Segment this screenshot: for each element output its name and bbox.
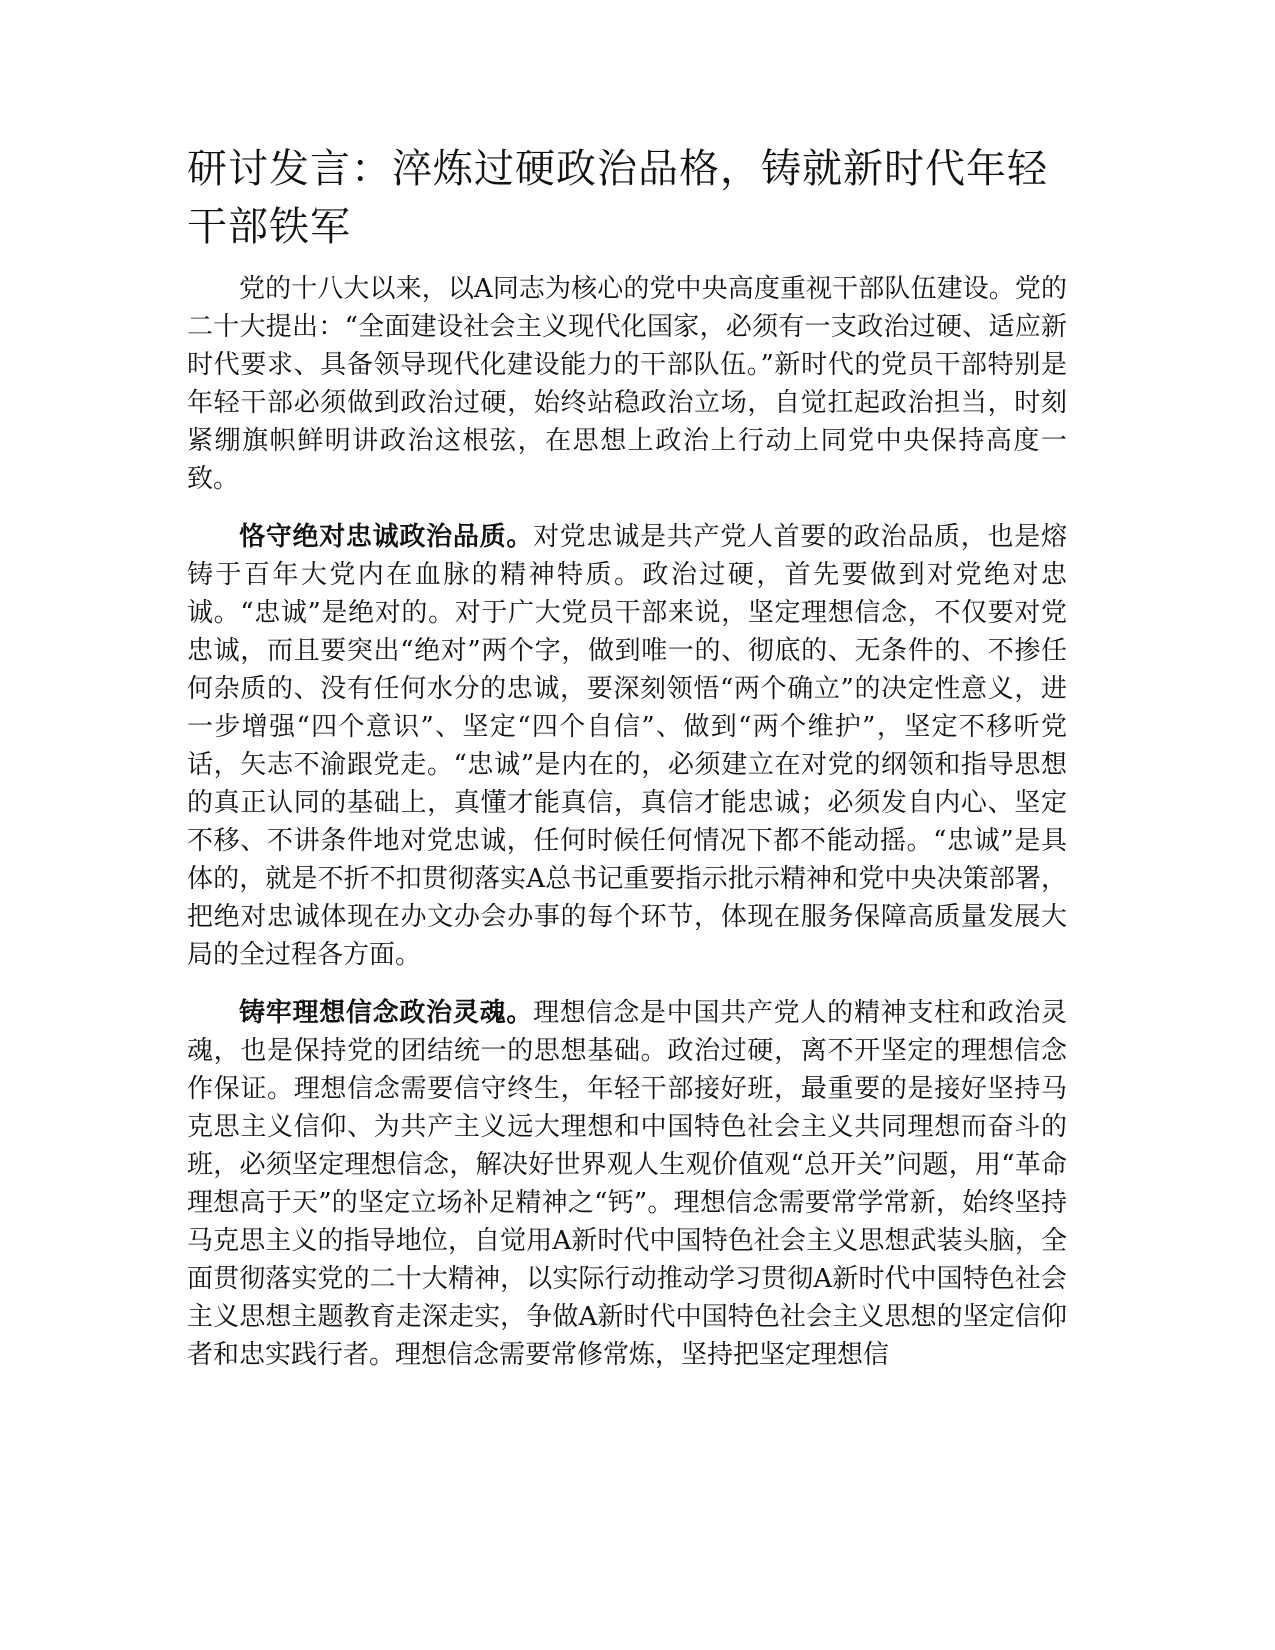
document-title: 研讨发言：淬炼过硬政治品格，铸就新时代年轻干部铁军 — [187, 146, 1048, 250]
intro-paragraph: 党的十八大以来，以A同志为核心的党中央高度重视干部队伍建设。党的二十大提出：“全面建设社会主义现代化国家，必须有一支政治过硬、适应新时代要求、具备领导现代化建设能力的干部队伍。”新时代的党员干部特别是年轻干部必须做到政治过硬，始终站稳政治立场，自觉扛起政治担当，时刻紧绷旗帜鲜明讲政治这根弦，在思想上政治上行动上同党中央保持高度一致。 — [187, 274, 1067, 494]
section-paragraph-loyalty — [187, 518, 1067, 974]
section-body-ideals: 理想信念是中国共产党人的精神支柱和政治灵魂，也是保持党的团结统一的思想基础。政治过硬，离不开坚定的理想信念作保证。理想信念需要信守终生，年轻干部接好班，最重要的是接好坚持马克思主义信仰、为共产主义远大理想和中国特色社会主义共同理想而奋斗的班，必须坚定理想信念，解决好世界观人生观价值观“总开关”问题，用“革命理想高于天”的坚定立场补足精神之“钙”。理想信念需要常学常新，始终坚持马克思主义的指导地位，自觉用A新时代中国特色社会主义思想武装头脑，全面贯彻落实党的二十大精神，以实际行动推动学习贯彻A新时代中国特色社会主义思想主题教育走深走实，争做A新时代中国特色社会主义思想的坚定信仰者和忠实践行者。理想信念需要常修常炼，坚持把坚定理想信 — [187, 998, 1067, 1370]
section-body-loyalty: 对党忠诚是共产党人首要的政治品质，也是熔铸于百年大党内在血脉的精神特质。政治过硬，首先要做到对党绝对忠诚。“忠诚”是绝对的。对于广大党员干部来说，坚定理想信念，不仅要对党忠诚，而且要突出“绝对”两个字，做到唯一的、彻底的、无条件的、不掺任何杂质的、没有任何水分的忠诚，要深刻领悟“两个确立”的决定性意义，进一步增强“四个意识”、坚定“四个自信”、做到“两个维护”，坚定不移听党话，矢志不渝跟党走。“忠诚”是内在的，必须建立在对党的纲领和指导思想的真正认同的基础上，真懂才能真信，真信才能忠诚；必须发自内心、坚定不移、不讲条件地对党忠诚，任何时候任何情况下都不能动摇。“忠诚”是具体的，就是不折不扣贯彻落实A总书记重要指示批示精神和党中央决策部署，把绝对忠诚体现在办文办会办事的每个环节，体现在服务保障高质量发展大局的全过程各方面。 — [187, 522, 1067, 970]
document-page — [187, 140, 1067, 1394]
section-heading-ideals: 铸牢理想信念政治灵魂。 — [239, 998, 534, 1028]
section-paragraph-ideals — [187, 994, 1067, 1374]
section-heading-loyalty: 恪守绝对忠诚政治品质。 — [239, 522, 534, 552]
